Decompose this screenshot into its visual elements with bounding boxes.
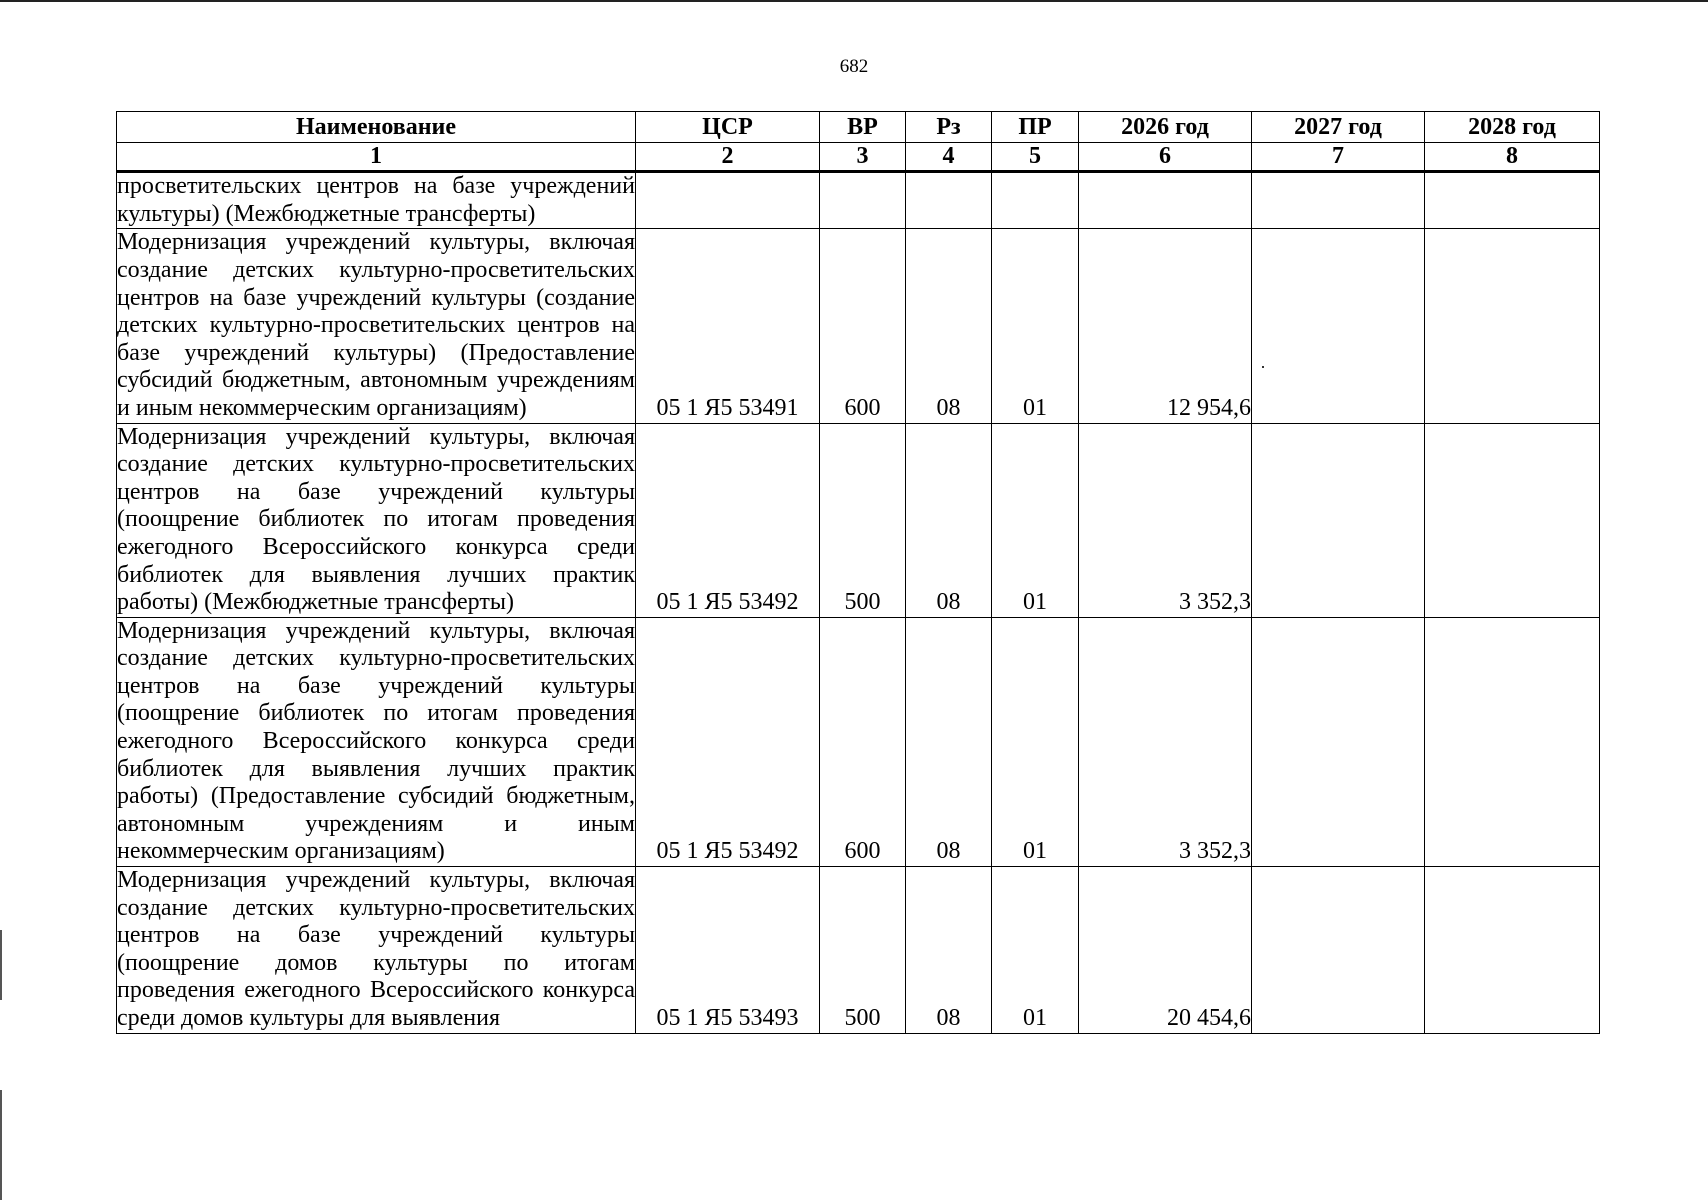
table-row bbox=[117, 229, 1600, 423]
rz-cell: 08 bbox=[906, 867, 992, 1034]
column-header-2026: 2026 год bbox=[1079, 112, 1252, 143]
column-number: 7 bbox=[1252, 142, 1425, 172]
page-number: 682 bbox=[839, 56, 869, 77]
csr-cell bbox=[636, 172, 820, 229]
amount-2028-cell bbox=[1425, 229, 1600, 423]
column-number: 5 bbox=[992, 142, 1079, 172]
amount-2026-cell: 20 454,6 bbox=[1079, 867, 1252, 1034]
row-name-cell: Модернизация учреждений культуры, включая создание детских культурно-просветительских центров на базе учреждений культуры (поощрение домов культуры по итогам проведения ежегодного Всероссийского конкурса среди домов культуры для выявления bbox=[117, 867, 636, 1034]
table-row bbox=[117, 617, 1600, 866]
column-number: 4 bbox=[906, 142, 992, 172]
amount-2027-cell bbox=[1252, 229, 1425, 423]
vr-cell: 600 bbox=[820, 617, 906, 866]
amount-2028-cell bbox=[1425, 617, 1600, 866]
scan-top-edge bbox=[0, 0, 1708, 2]
amount-2026-cell: 3 352,3 bbox=[1079, 617, 1252, 866]
amount-2027-cell bbox=[1252, 172, 1425, 229]
amount-2026-cell: 12 954,6 bbox=[1079, 229, 1252, 423]
table-row bbox=[117, 423, 1600, 617]
column-header-name: Наименование bbox=[117, 112, 636, 143]
amount-2027-cell bbox=[1252, 617, 1425, 866]
csr-cell: 05 1 Я5 53492 bbox=[636, 617, 820, 866]
column-number: 1 bbox=[117, 142, 636, 172]
header-row bbox=[117, 112, 1600, 143]
csr-cell: 05 1 Я5 53493 bbox=[636, 867, 820, 1034]
amount-2028-cell bbox=[1425, 172, 1600, 229]
row-name-cell: Модернизация учреждений культуры, включая создание детских культурно-просветительских центров на базе учреждений культуры (поощрение библиотек по итогам проведения ежегодного Всероссийского конкурса среди библиотек для выявления лучших практик работы) (Межбюджетные трансферты) bbox=[117, 423, 636, 617]
column-header-vr: ВР bbox=[820, 112, 906, 143]
amount-2028-cell bbox=[1425, 423, 1600, 617]
scan-margin-mark bbox=[0, 1090, 2, 1200]
vr-cell: 600 bbox=[820, 229, 906, 423]
column-number-row bbox=[117, 142, 1600, 172]
amount-2026-cell bbox=[1079, 172, 1252, 229]
amount-2026-cell: 3 352,3 bbox=[1079, 423, 1252, 617]
csr-cell: 05 1 Я5 53491 bbox=[636, 229, 820, 423]
column-header-csr: ЦСР bbox=[636, 112, 820, 143]
column-header-2028: 2028 год bbox=[1425, 112, 1600, 143]
rz-cell: 08 bbox=[906, 229, 992, 423]
row-name-cell: просветительских центров на базе учреждений культуры) (Межбюджетные трансферты) bbox=[117, 172, 636, 229]
column-number: 3 bbox=[820, 142, 906, 172]
rz-cell bbox=[906, 172, 992, 229]
column-number: 6 bbox=[1079, 142, 1252, 172]
table-row bbox=[117, 172, 1600, 229]
table-row bbox=[117, 867, 1600, 1034]
column-header-2027: 2027 год bbox=[1252, 112, 1425, 143]
vr-cell bbox=[820, 172, 906, 229]
row-name-cell: Модернизация учреждений культуры, включая создание детских культурно-просветительских центров на базе учреждений культуры (создание детских культурно-просветительских центров на базе учреждений культуры) (Предоставление субсидий бюджетным, автономным учреждениям и иным некоммерческим организациям) bbox=[117, 229, 636, 423]
row-name-cell: Модернизация учреждений культуры, включая создание детских культурно-просветительских центров на базе учреждений культуры (поощрение библиотек по итогам проведения ежегодного Всероссийского конкурса среди библиотек для выявления лучших практик работы) (Предоставление субсидий бюджетным, автономным учреждениям и иным некоммерческим организациям) bbox=[117, 617, 636, 866]
csr-cell: 05 1 Я5 53492 bbox=[636, 423, 820, 617]
vr-cell: 500 bbox=[820, 423, 906, 617]
pr-cell: 01 bbox=[992, 617, 1079, 866]
pr-cell: 01 bbox=[992, 229, 1079, 423]
scan-margin-mark bbox=[0, 930, 2, 1000]
column-number: 2 bbox=[636, 142, 820, 172]
budget-table bbox=[116, 111, 1600, 1034]
amount-2027-cell bbox=[1252, 423, 1425, 617]
pr-cell bbox=[992, 172, 1079, 229]
amount-2027-cell bbox=[1252, 867, 1425, 1034]
rz-cell: 08 bbox=[906, 423, 992, 617]
amount-2028-cell bbox=[1425, 867, 1600, 1034]
vr-cell: 500 bbox=[820, 867, 906, 1034]
column-number: 8 bbox=[1425, 142, 1600, 172]
column-header-rz: Рз bbox=[906, 112, 992, 143]
pr-cell: 01 bbox=[992, 867, 1079, 1034]
rz-cell: 08 bbox=[906, 617, 992, 866]
column-header-pr: ПР bbox=[992, 112, 1079, 143]
pr-cell: 01 bbox=[992, 423, 1079, 617]
